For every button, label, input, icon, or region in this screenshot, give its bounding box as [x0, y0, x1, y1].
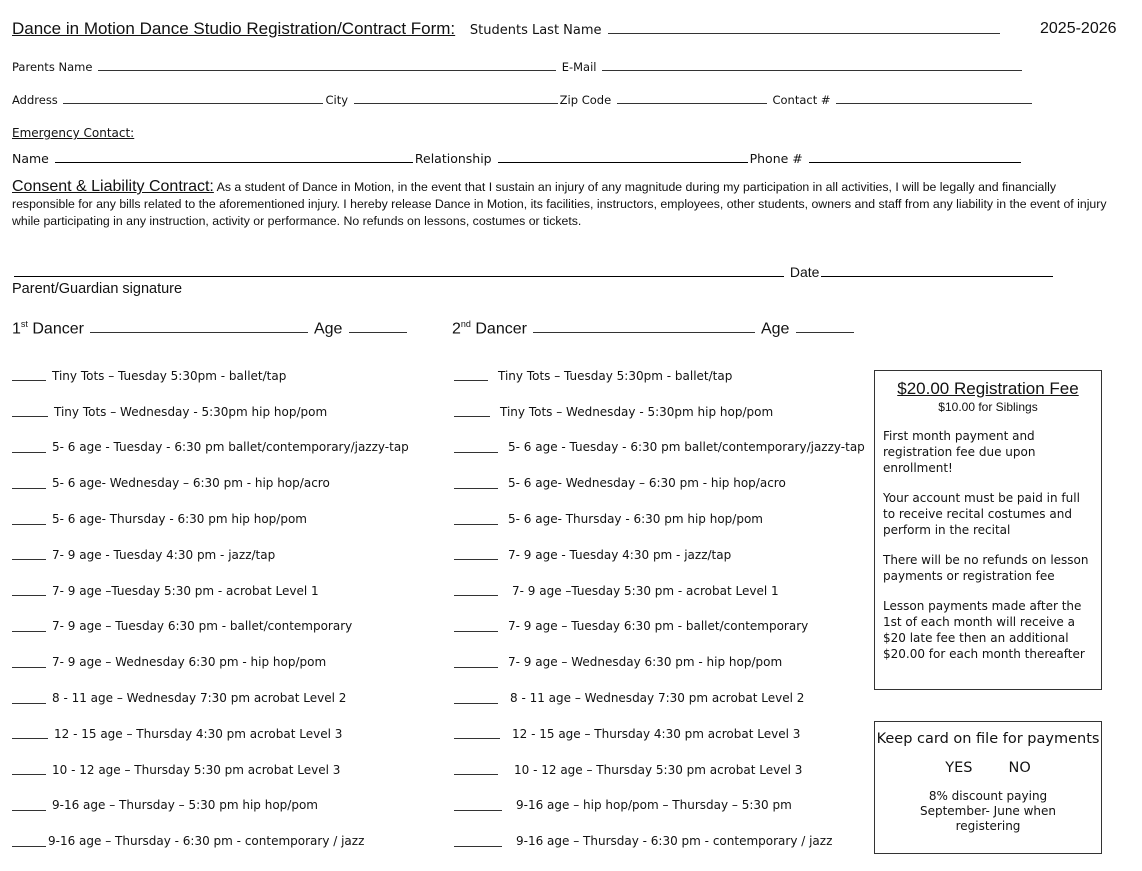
class-label: 7- 9 age – Wednesday 6:30 pm - hip hop/pom [52, 655, 327, 670]
emergency-name-field[interactable] [55, 161, 413, 163]
class-option [454, 573, 865, 609]
second-dancer-age-label: Age [760, 320, 790, 338]
class-label: 9-16 age – hip hop/pom – Thursday – 5:30 pm [516, 798, 792, 813]
first-dancer-sup: st [20, 319, 28, 329]
class-option [12, 644, 409, 680]
first-dancer-name-field[interactable] [90, 331, 308, 333]
class-option [12, 501, 409, 537]
first-dancer-number: 1 [12, 320, 21, 338]
emergency-heading: Emergency Contact: [12, 126, 135, 140]
class-checkbox-line[interactable] [454, 559, 498, 560]
class-label: 9-16 age – Thursday - 6:30 pm - contemporary / jazz [48, 834, 365, 849]
class-checkbox-line[interactable] [12, 559, 46, 560]
phone-label: Phone # [749, 151, 803, 166]
class-option [12, 465, 409, 501]
class-option [454, 430, 865, 466]
card-on-file-title: Keep card on file for payments [876, 731, 1100, 747]
consent-paragraph [12, 178, 1112, 230]
class-option [12, 358, 409, 394]
class-checkbox-line[interactable] [12, 703, 46, 704]
class-option [12, 680, 409, 716]
class-option [454, 680, 865, 716]
class-checkbox-line[interactable] [454, 595, 498, 596]
relationship-label: Relationship [414, 151, 492, 166]
class-option [12, 716, 409, 752]
first-dancer-label: Dancer [32, 320, 84, 338]
class-checkbox-line[interactable] [12, 846, 46, 847]
class-label: 5- 6 age- Wednesday – 6:30 pm - hip hop/acro [52, 476, 330, 491]
city-field[interactable] [354, 102, 558, 104]
form-header [12, 19, 1002, 39]
relationship-field[interactable] [498, 161, 748, 163]
class-checkbox-line[interactable] [12, 667, 46, 668]
registration-fee-title: $20.00 Registration Fee [897, 379, 1079, 398]
class-option [12, 752, 409, 788]
class-option [454, 716, 865, 752]
card-on-file-choice [875, 760, 1101, 776]
registration-fee-box [874, 370, 1102, 690]
class-label: 7- 9 age - Tuesday 4:30 pm - jazz/tap [508, 547, 732, 562]
class-checkbox-line[interactable] [12, 631, 46, 632]
consent-body: As a student of Dance in Motion, in the event that I sustain an injury of any magnitude during my participation in all activities, I will be legally and financially responsible for any bills related to the aforementioned injury. I hereby release Dance in Motion, its facilities, instructors, employees, other students, owners and staff from any liability in the event of injury while participating in any instruction, activity or performance. No refunds on lessons, costumes or tickets. [12, 180, 1107, 228]
first-dancer-age-field[interactable] [349, 331, 407, 333]
class-option [12, 788, 409, 824]
class-option [454, 501, 865, 537]
date-label: Date [789, 264, 820, 280]
class-option [454, 788, 865, 824]
second-dancer-class-list [454, 358, 865, 859]
last-name-label: Students Last Name [469, 23, 602, 38]
first-dancer-class-list [12, 358, 409, 859]
class-label: 5- 6 age - Tuesday - 6:30 pm ballet/contemporary/jazzy-tap [52, 440, 409, 455]
class-checkbox-line[interactable] [454, 380, 488, 381]
class-label: 7- 9 age – Tuesday 6:30 pm - ballet/contemporary [52, 619, 353, 634]
address-row [12, 93, 1034, 107]
class-label: 5- 6 age- Wednesday – 6:30 pm - hip hop/acro [508, 476, 786, 491]
yes-option[interactable]: YES [945, 760, 973, 776]
second-dancer-name-field[interactable] [533, 331, 755, 333]
signature-row [12, 264, 1055, 280]
parents-name-field[interactable] [98, 69, 556, 71]
class-label: Tiny Tots – Wednesday - 5:30pm hip hop/pom [54, 404, 328, 419]
class-label: 5- 6 age - Tuesday - 6:30 pm ballet/contemporary/jazzy-tap [508, 440, 865, 455]
class-label: 7- 9 age –Tuesday 5:30 pm - acrobat Level 1 [512, 583, 779, 598]
class-checkbox-line[interactable] [12, 810, 46, 811]
fee-note: Lesson payments made after the 1st of each month will receive a $20 late fee then an additional $20.00 for each month thereafter [883, 599, 1085, 661]
contact-field[interactable] [836, 102, 1032, 104]
class-checkbox-line[interactable] [454, 810, 502, 811]
class-label: 7- 9 age - Tuesday 4:30 pm - jazz/tap [52, 547, 276, 562]
class-label: 10 - 12 age – Thursday 5:30 pm acrobat Level 3 [514, 762, 803, 777]
second-dancer-number: 2 [452, 320, 461, 338]
class-option [454, 358, 865, 394]
class-checkbox-line[interactable] [12, 774, 46, 775]
class-checkbox-line[interactable] [12, 738, 48, 739]
class-option [454, 609, 865, 645]
class-checkbox-line[interactable] [454, 524, 498, 525]
discount-note: 8% discount paying September- June when registering [919, 789, 1057, 833]
class-option [454, 394, 865, 430]
class-option [454, 537, 865, 573]
parents-row [12, 60, 1024, 74]
class-checkbox-line[interactable] [454, 452, 498, 453]
first-dancer-age-label: Age [313, 320, 343, 338]
card-on-file-box [874, 721, 1102, 854]
form-title: Dance in Motion Dance Studio Registration/Contract Form: [12, 19, 456, 38]
class-label: Tiny Tots – Tuesday 5:30pm - ballet/tap [498, 368, 733, 383]
class-label: 5- 6 age- Thursday - 6:30 pm hip hop/pom [508, 512, 763, 527]
consent-heading: Consent & Liability Contract: [12, 178, 214, 195]
address-label: Address [12, 93, 58, 107]
no-option[interactable]: NO [1008, 760, 1031, 776]
class-checkbox-line[interactable] [454, 774, 498, 775]
class-label: 9-16 age – Thursday - 6:30 pm - contemporary / jazz [516, 834, 833, 849]
signature-label: Parent/Guardian signature [12, 281, 183, 297]
class-label: 8 - 11 age – Wednesday 7:30 pm acrobat Level 2 [52, 691, 347, 706]
fee-note: There will be no refunds on lesson payments or registration fee [883, 553, 1089, 583]
second-dancer-label: Dancer [475, 320, 527, 338]
zip-label: Zip Code [559, 93, 612, 107]
class-option [454, 752, 865, 788]
class-label: 10 - 12 age – Thursday 5:30 pm acrobat Level 3 [52, 762, 341, 777]
class-label: 7- 9 age –Tuesday 5:30 pm - acrobat Level 1 [52, 583, 319, 598]
class-option [12, 537, 409, 573]
class-label: 9-16 age – Thursday – 5:30 pm hip hop/pom [52, 798, 318, 813]
emergency-row [12, 151, 1023, 166]
fee-note: First month payment and registration fee due upon enrollment! [883, 429, 1036, 475]
class-option [454, 465, 865, 501]
city-label: City [325, 93, 349, 107]
class-option [12, 823, 409, 859]
class-checkbox-line[interactable] [454, 738, 500, 739]
second-dancer-row [452, 319, 856, 338]
school-year: 2025-2026 [1040, 20, 1117, 37]
signature-field[interactable] [14, 275, 784, 277]
class-option [12, 573, 409, 609]
class-checkbox-line[interactable] [12, 524, 46, 525]
class-checkbox-line[interactable] [454, 631, 498, 632]
zip-field[interactable] [617, 102, 767, 104]
date-field[interactable] [821, 275, 1053, 277]
class-label: 5- 6 age- Thursday - 6:30 pm hip hop/pom [52, 512, 307, 527]
class-checkbox-line[interactable] [12, 380, 46, 381]
phone-field[interactable] [809, 161, 1021, 163]
contact-label: Contact # [772, 93, 831, 107]
address-field[interactable] [63, 102, 323, 104]
class-option [12, 430, 409, 466]
second-dancer-sup: nd [460, 319, 471, 329]
class-label: 12 - 15 age – Thursday 4:30 pm acrobat Level 3 [512, 726, 801, 741]
email-field[interactable] [602, 69, 1022, 71]
class-option [12, 609, 409, 645]
parents-name-label: Parents Name [12, 60, 93, 74]
second-dancer-age-field[interactable] [796, 331, 854, 333]
class-label: 7- 9 age – Tuesday 6:30 pm - ballet/contemporary [508, 619, 809, 634]
class-checkbox-line[interactable] [12, 595, 46, 596]
fee-note: Your account must be paid in full to receive recital costumes and perform in the recital [883, 491, 1080, 537]
class-label: Tiny Tots – Wednesday - 5:30pm hip hop/pom [500, 404, 774, 419]
class-option [12, 394, 409, 430]
class-label: 8 - 11 age – Wednesday 7:30 pm acrobat Level 2 [510, 691, 805, 706]
class-option [454, 644, 865, 680]
email-label: E-Mail [561, 60, 597, 74]
class-checkbox-line[interactable] [454, 488, 498, 489]
class-checkbox-line[interactable] [12, 488, 46, 489]
sibling-fee: $10.00 for Siblings [938, 400, 1038, 414]
class-checkbox-line[interactable] [12, 416, 48, 417]
last-name-field[interactable] [608, 32, 1000, 34]
class-checkbox-line[interactable] [454, 846, 502, 847]
class-checkbox-line[interactable] [454, 703, 498, 704]
class-checkbox-line[interactable] [454, 416, 490, 417]
class-label: 12 - 15 age – Thursday 4:30 pm acrobat Level 3 [54, 726, 343, 741]
class-label: Tiny Tots – Tuesday 5:30pm - ballet/tap [52, 368, 287, 383]
class-label: 7- 9 age – Wednesday 6:30 pm - hip hop/pom [508, 655, 783, 670]
class-checkbox-line[interactable] [12, 452, 46, 453]
first-dancer-row [12, 319, 409, 338]
class-checkbox-line[interactable] [454, 667, 498, 668]
class-option [454, 823, 865, 859]
emergency-name-label: Name [12, 151, 49, 166]
